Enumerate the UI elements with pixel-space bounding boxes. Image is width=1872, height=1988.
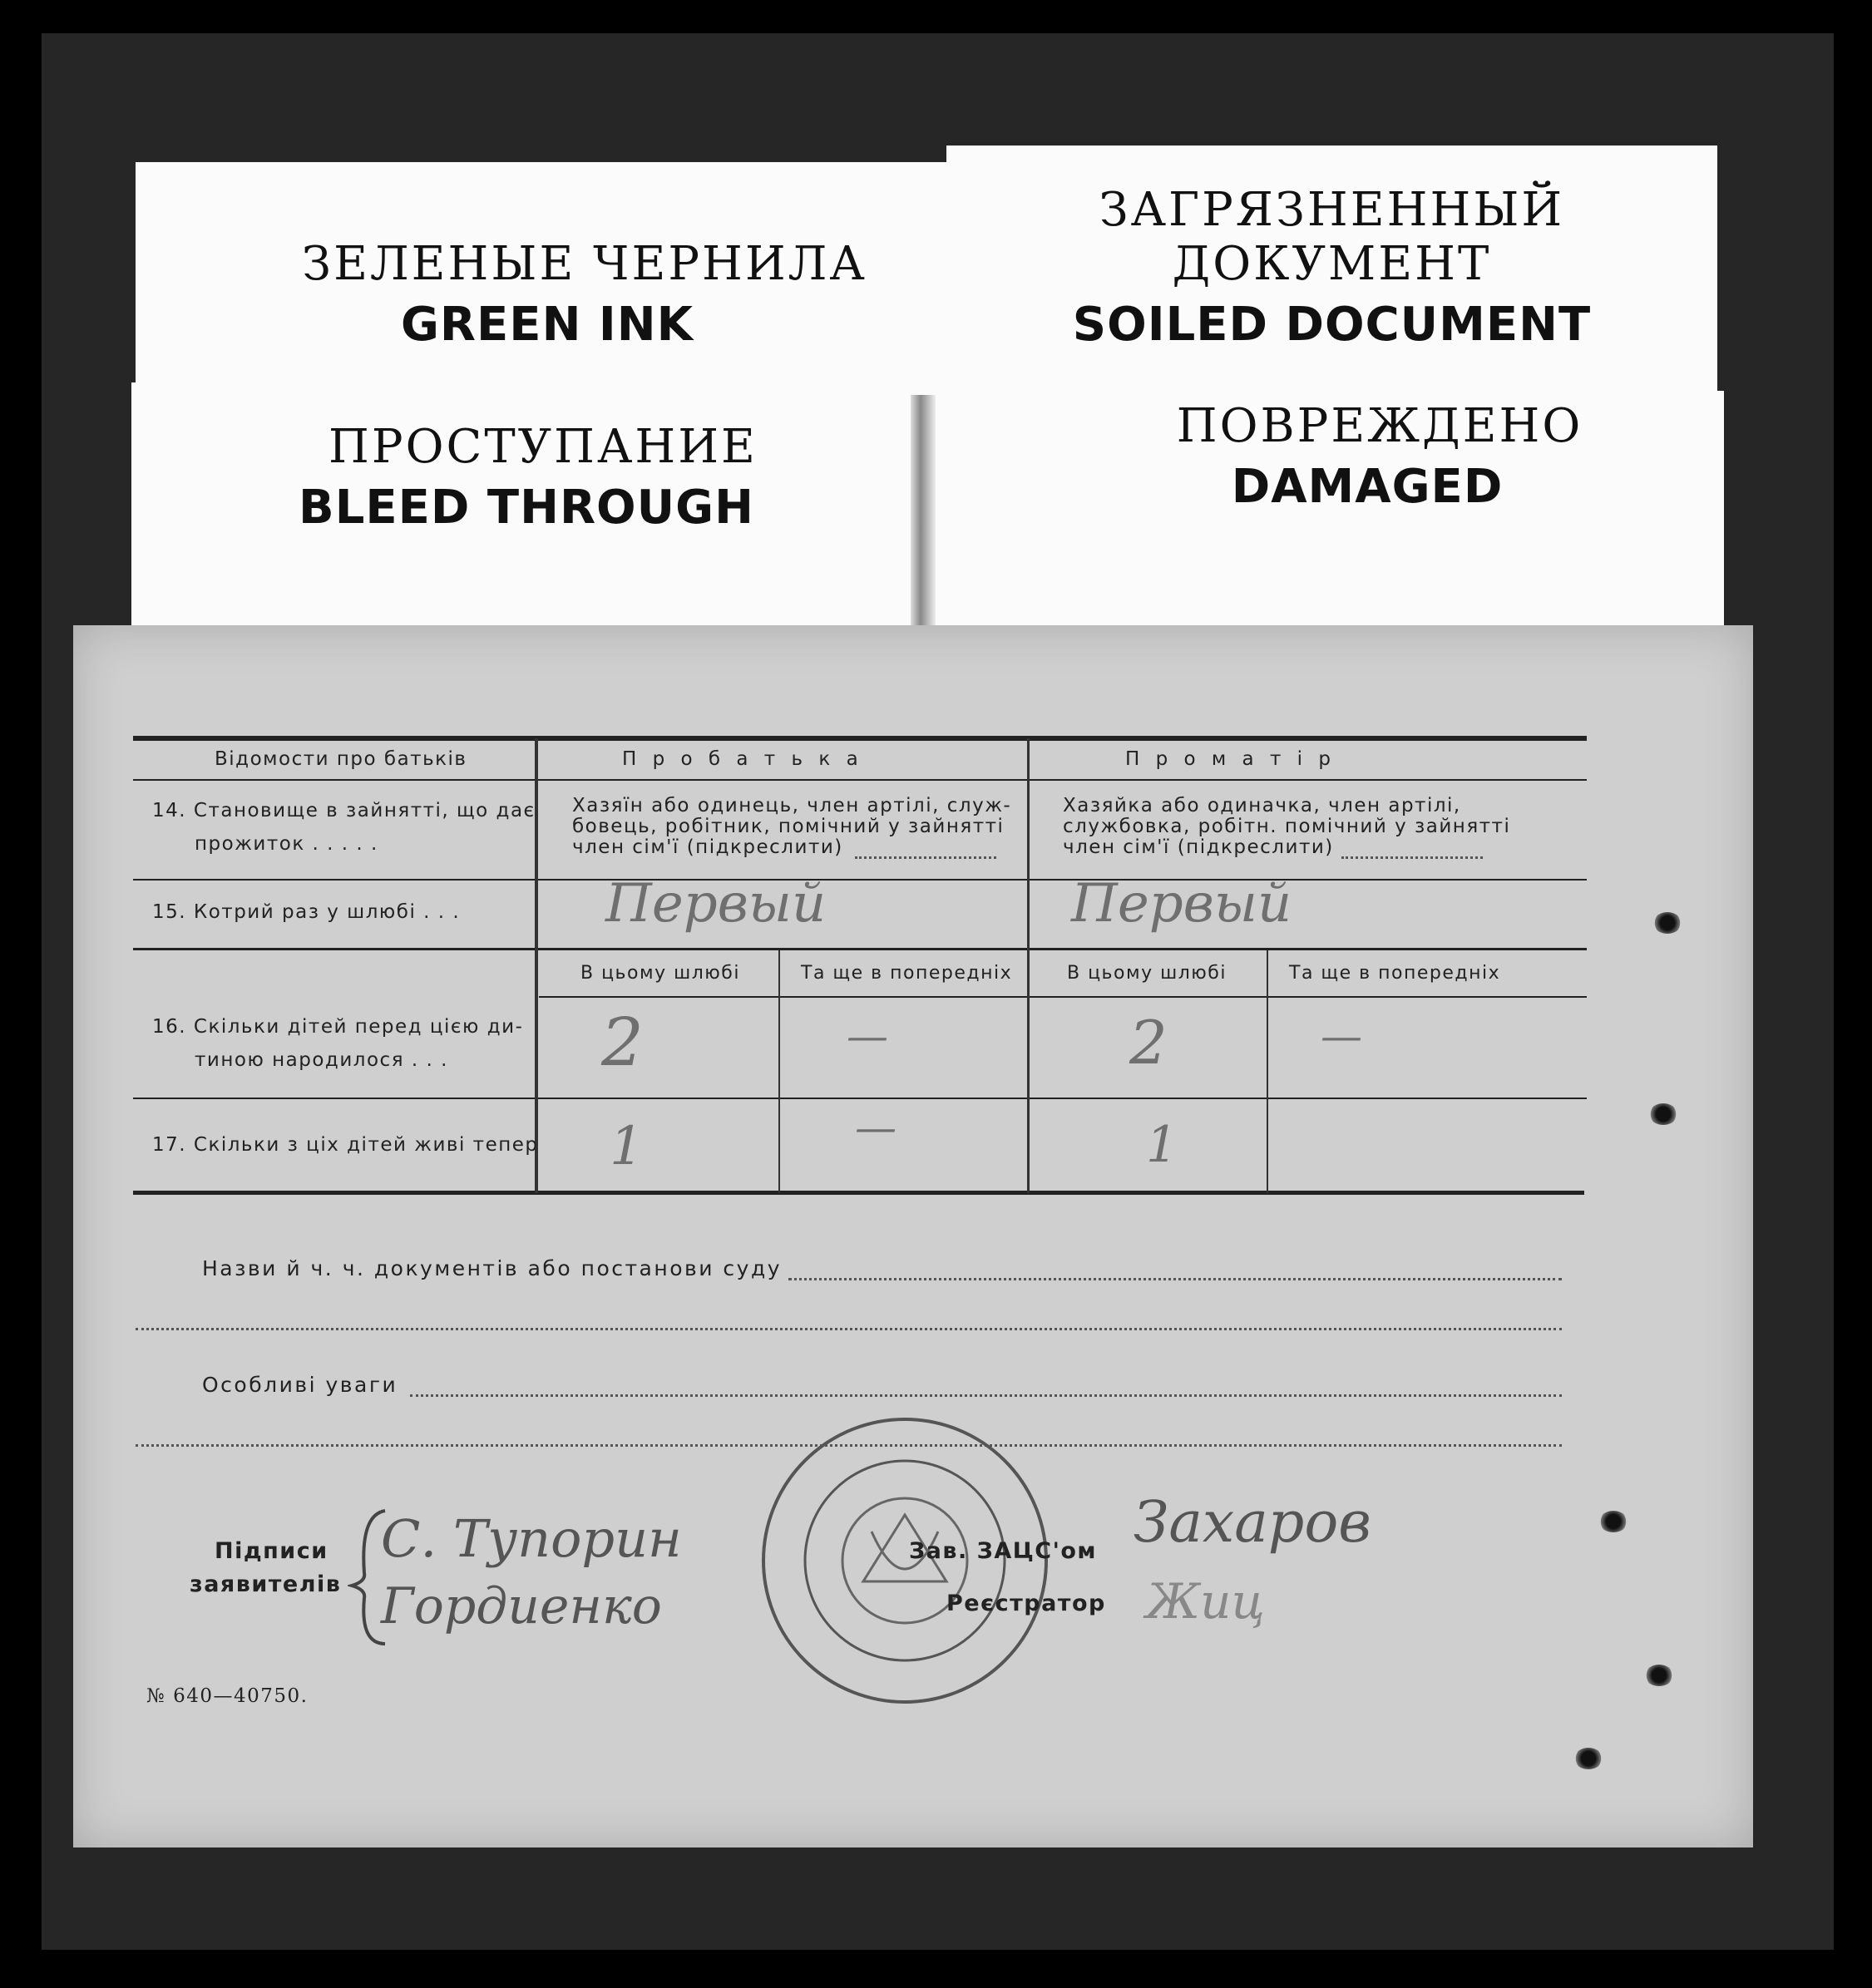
table-header-mother: П р о м а т і р xyxy=(1125,748,1336,770)
civil-registry-form xyxy=(73,625,1753,1847)
table-header-rule xyxy=(133,779,1587,781)
damaged-label-card xyxy=(936,391,1724,632)
row17-father-previous: — xyxy=(855,1103,896,1152)
applicant-signature-2: Гордиенко xyxy=(381,1577,662,1635)
head-of-registry-label: Зав. ЗАЦС'ом xyxy=(909,1538,1097,1564)
row15-rule xyxy=(133,948,1587,950)
signatures-label-line2: заявителів xyxy=(190,1571,342,1597)
row14-rule xyxy=(133,879,1587,881)
registrar-label: Реєстратор xyxy=(946,1591,1106,1616)
damaged-label-ru: ПОВРЕЖДЕНО xyxy=(1176,399,1583,453)
form-number: № 640—40750. xyxy=(146,1685,309,1707)
damaged-label-en: DAMAGED xyxy=(1231,460,1504,514)
head-signature: Захаров xyxy=(1134,1490,1371,1556)
soiled-document-label-card xyxy=(946,146,1717,395)
green-ink-label-card xyxy=(136,162,959,395)
row16-rule xyxy=(133,1098,1587,1099)
table-top-rule xyxy=(133,736,1587,741)
row17-label: 17. Скільки з ціх дітей живі тепер xyxy=(152,1134,539,1156)
father-sub-previous: Та ще в попередніх xyxy=(801,963,1013,984)
applicant-signature-1: С. Тупорин xyxy=(381,1508,682,1569)
row15-label: 15. Котрий раз у шлюбі . . . xyxy=(152,901,461,923)
row14-label-line1: 14. Становище в зайнятті, що дає xyxy=(152,800,536,821)
documents-dots-line1 xyxy=(788,1278,1562,1280)
row14-mother-dots xyxy=(1341,856,1483,859)
row16-label-line1: 16. Скільки дітей перед цією ди- xyxy=(152,1016,524,1038)
row17-father-this-marriage: 1 xyxy=(610,1116,644,1177)
row14-father-dots xyxy=(855,856,996,859)
father-sub-this-marriage: В цьому шлюбі xyxy=(580,963,740,984)
table-bottom-rule xyxy=(133,1191,1584,1195)
row16-mother-this-marriage: 2 xyxy=(1129,1008,1168,1078)
row14-mother-line3: член сім'ї (підкреслити) xyxy=(1063,836,1334,858)
bleed-through-label-ru: ПРОСТУПАНИЕ xyxy=(328,420,758,474)
row15-mother-handwritten: Первый xyxy=(1071,873,1292,935)
subheader-rule xyxy=(539,996,1587,998)
row17-mother-this-marriage: 1 xyxy=(1146,1116,1178,1174)
remarks-label: Особливі уваги xyxy=(202,1373,398,1397)
damage-spot-2 xyxy=(1574,1748,1603,1769)
row15-father-handwritten: Первый xyxy=(605,873,827,935)
mother-sub-previous: Та ще в попередніх xyxy=(1289,963,1501,984)
bleed-through-label-en: BLEED THROUGH xyxy=(299,481,754,535)
remarks-dots-line1 xyxy=(410,1394,1562,1397)
row16-label-line2: тиною народилося . . . xyxy=(195,1049,448,1071)
soiled-document-label-en: SOILED DOCUMENT xyxy=(1072,298,1592,352)
soiled-document-label-ru: ЗАГРЯЗНЕННЫЙ ДОКУМЕНТ xyxy=(1099,183,1565,291)
punch-hole-3 xyxy=(1645,1665,1673,1686)
table-col-divider-2 xyxy=(1027,738,1030,1193)
signatures-label-line1: Підписи xyxy=(215,1538,328,1564)
green-ink-label-ru: ЗЕЛЕНЫЕ ЧЕРНИЛА xyxy=(302,237,867,291)
row14-mother-line1: Хазяйка або одиначка, член артілі, xyxy=(1063,795,1461,816)
punch-hole-1 xyxy=(1653,912,1682,934)
father-sub-divider xyxy=(778,950,780,1193)
row16-father-this-marriage: 2 xyxy=(601,1004,644,1081)
card-fold-shadow xyxy=(911,395,936,632)
documents-dots-line2 xyxy=(136,1328,1562,1330)
row16-father-previous: — xyxy=(847,1012,888,1060)
damage-spot-1 xyxy=(1599,1511,1628,1532)
registrar-signature: Жиц xyxy=(1146,1573,1265,1630)
row14-label-line2: прожиток . . . . . xyxy=(195,833,378,855)
mother-sub-this-marriage: В цьому шлюбі xyxy=(1067,963,1227,984)
table-header-father: П р о б а т ь к а xyxy=(622,748,863,770)
documents-label: Назви й ч. ч. документів або постанови суду xyxy=(202,1256,783,1280)
row14-father-line3: член сім'ї (підкреслити) xyxy=(572,836,843,858)
table-header-parents-info: Відомости про батьків xyxy=(215,748,467,770)
row14-father-line2: бовець, робітник, помічний у зайнятті xyxy=(572,816,1005,837)
mother-sub-divider xyxy=(1267,950,1268,1193)
row16-mother-previous: — xyxy=(1321,1012,1362,1060)
green-ink-label-en: GREEN INK xyxy=(400,298,694,352)
row14-mother-line2: службовка, робітн. помічний у зайнятті xyxy=(1063,816,1511,837)
bleed-through-label-card xyxy=(131,382,921,632)
row14-father-line1: Хазяїн або одинець, член артілі, служ- xyxy=(572,795,1012,816)
punch-hole-2 xyxy=(1649,1103,1677,1125)
